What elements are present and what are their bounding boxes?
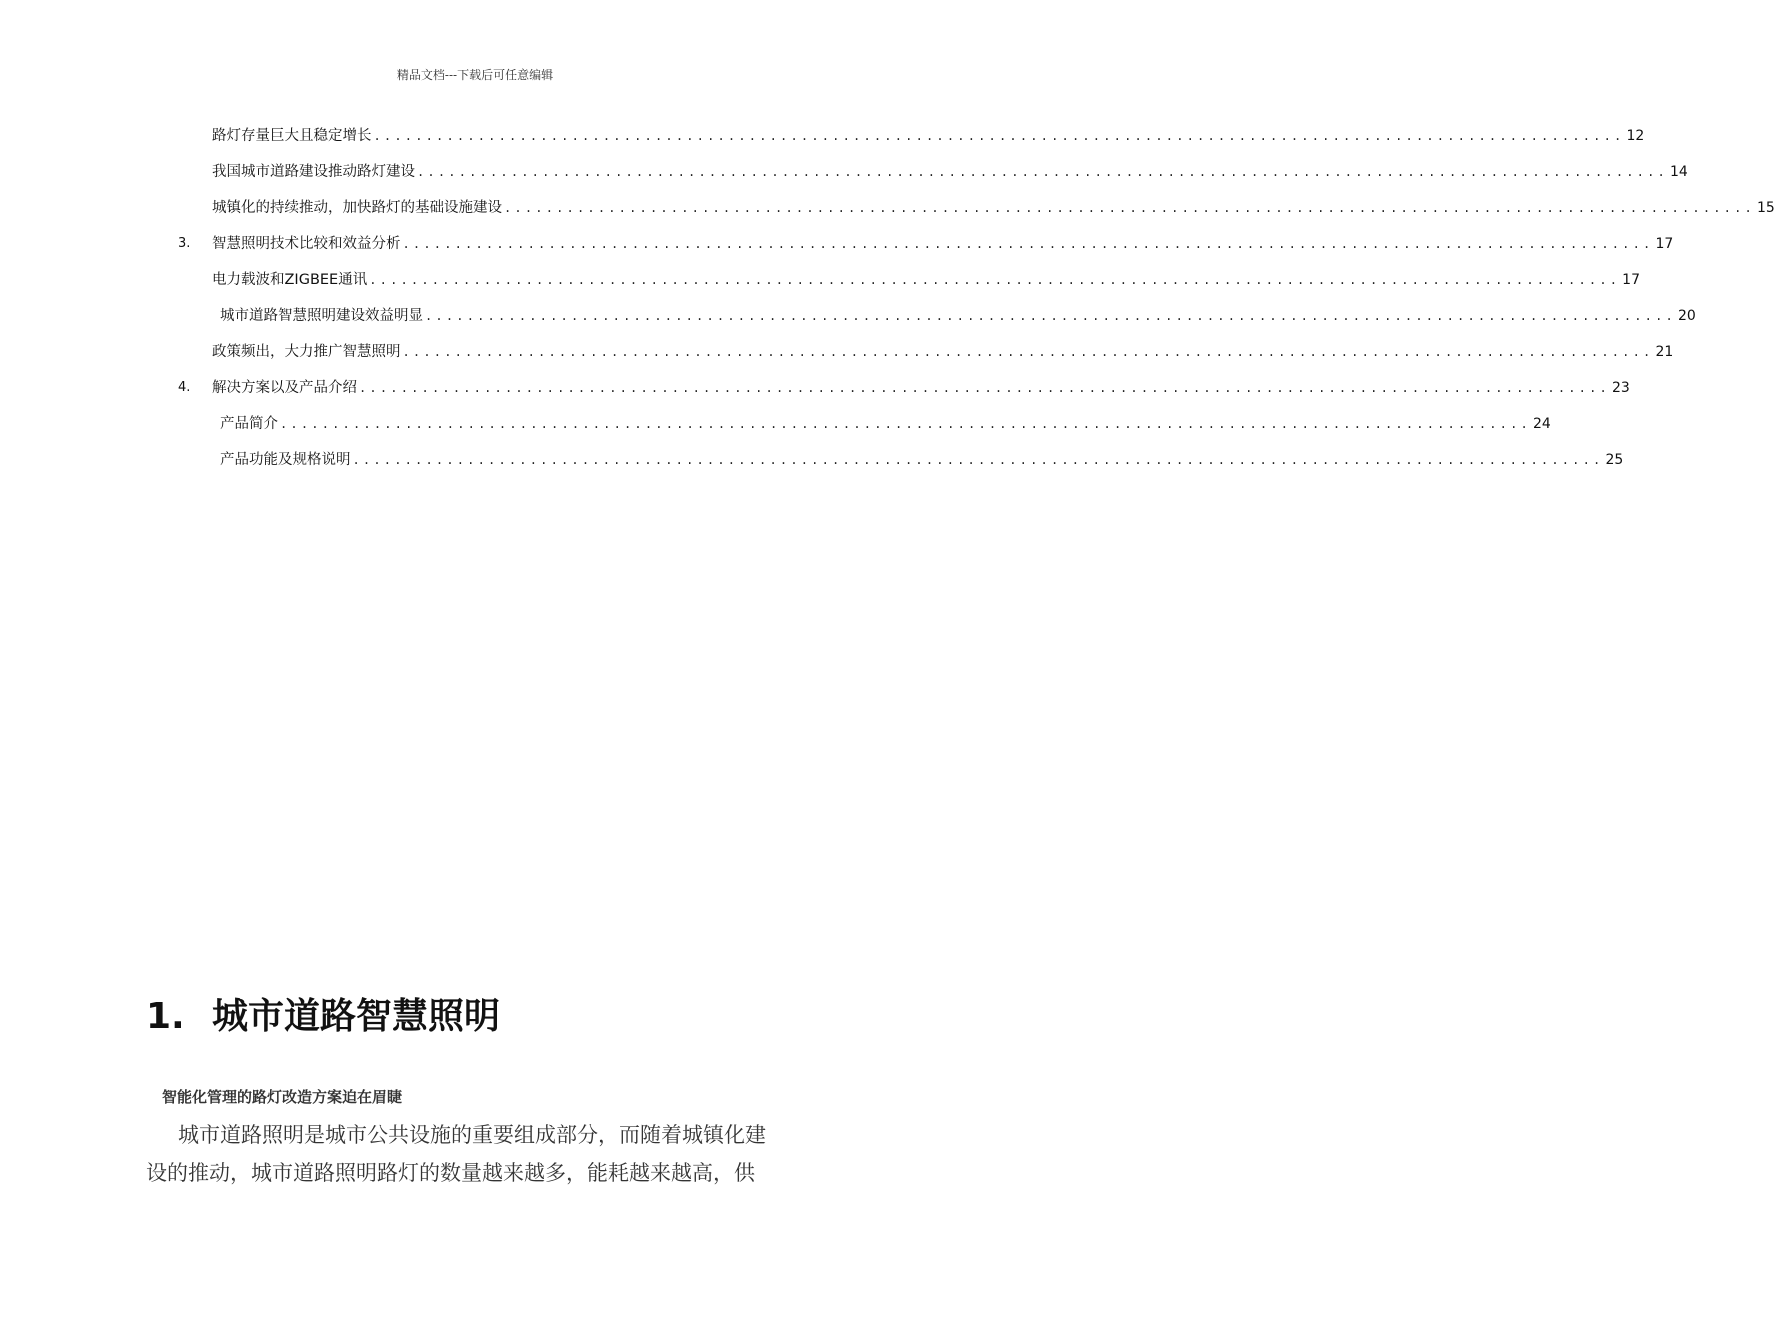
toc-entry[interactable] <box>0 376 1630 400</box>
toc-dot-leader: ........................................................................................................................ <box>352 453 1604 467</box>
toc-entry-page: 24 <box>1532 416 1551 432</box>
toc-entry-label: 智慧照明技术比较和效益分析 <box>212 236 401 252</box>
toc-entry-page: 15 <box>1756 200 1775 216</box>
toc-entry-label: 产品简介 <box>220 416 278 432</box>
toc-entry-page: 21 <box>1655 344 1674 360</box>
toc-entry-label: 电力载波和ZIGBEE通讯 <box>212 272 368 288</box>
toc-dot-leader: ........................................................................................................................ <box>359 381 1610 395</box>
toc-entry-page: 25 <box>1605 452 1624 468</box>
toc-entry-label: 城市道路智慧照明建设效益明显 <box>220 308 423 324</box>
toc-entry-label: 路灯存量巨大且稳定增长 <box>212 128 372 144</box>
page-header: 精品文档---下载后可任意编辑 <box>396 68 554 82</box>
toc-entry-page: 20 <box>1677 308 1696 324</box>
toc-entry[interactable] <box>0 304 1696 328</box>
toc-dot-leader: ........................................................................................................................ <box>280 417 1531 431</box>
toc-entry[interactable] <box>0 448 1624 472</box>
toc-entry-page: 23 <box>1611 380 1630 396</box>
chapter-title: 城市道路智慧照明 <box>212 996 501 1037</box>
toc-entry[interactable] <box>0 196 1775 220</box>
toc-entry-label: 我国城市道路建设推动路灯建设 <box>212 164 415 180</box>
body-line: 设的推动，城市道路照明路灯的数量越来越多，能耗越来越高，供 <box>146 1161 755 1185</box>
toc-entry-page: 17 <box>1622 272 1640 288</box>
toc-dot-leader: ........................................................................................................................ <box>425 309 1676 323</box>
toc-dot-leader: ........................................................................................................................ <box>504 201 1755 215</box>
toc-entry-label: 政策频出，大力推广智慧照明 <box>212 344 401 360</box>
toc-entry-number: 3. <box>178 236 191 251</box>
body-paragraph <box>146 1116 806 1192</box>
toc-entry-label: 产品功能及规格说明 <box>220 452 351 468</box>
toc-entry-page: 12 <box>1626 128 1645 144</box>
toc-entry[interactable] <box>0 268 1640 292</box>
toc-entry[interactable] <box>0 160 1688 184</box>
toc-entry[interactable] <box>0 412 1551 436</box>
toc-entry-label: 城镇化的持续推动，加快路灯的基础设施建设 <box>212 200 502 216</box>
toc-dot-leader: ........................................................................................................................ <box>369 273 1621 287</box>
toc-entry-label: 解决方案以及产品介绍 <box>212 380 357 396</box>
toc-entry-number: 4. <box>178 380 191 395</box>
body-line: 城市道路照明是城市公共设施的重要组成部分，而随着城镇化建 <box>178 1123 766 1147</box>
section-heading: 智能化管理的路灯改造方案迫在眉睫 <box>162 1088 403 1106</box>
chapter-heading <box>146 988 500 1039</box>
toc-entry[interactable] <box>0 340 1674 364</box>
toc-entry-page: 17 <box>1655 236 1674 252</box>
chapter-number: 1. <box>146 996 185 1037</box>
toc-dot-leader: ........................................................................................................................ <box>402 345 1654 359</box>
toc-entry[interactable] <box>0 232 1674 256</box>
toc-dot-leader: ........................................................................................................................ <box>402 237 1654 251</box>
toc-entry[interactable] <box>0 124 1645 148</box>
toc-dot-leader: ........................................................................................................................ <box>373 129 1625 143</box>
toc-dot-leader: ........................................................................................................................ <box>417 165 1668 179</box>
toc-entry-page: 14 <box>1669 164 1688 180</box>
